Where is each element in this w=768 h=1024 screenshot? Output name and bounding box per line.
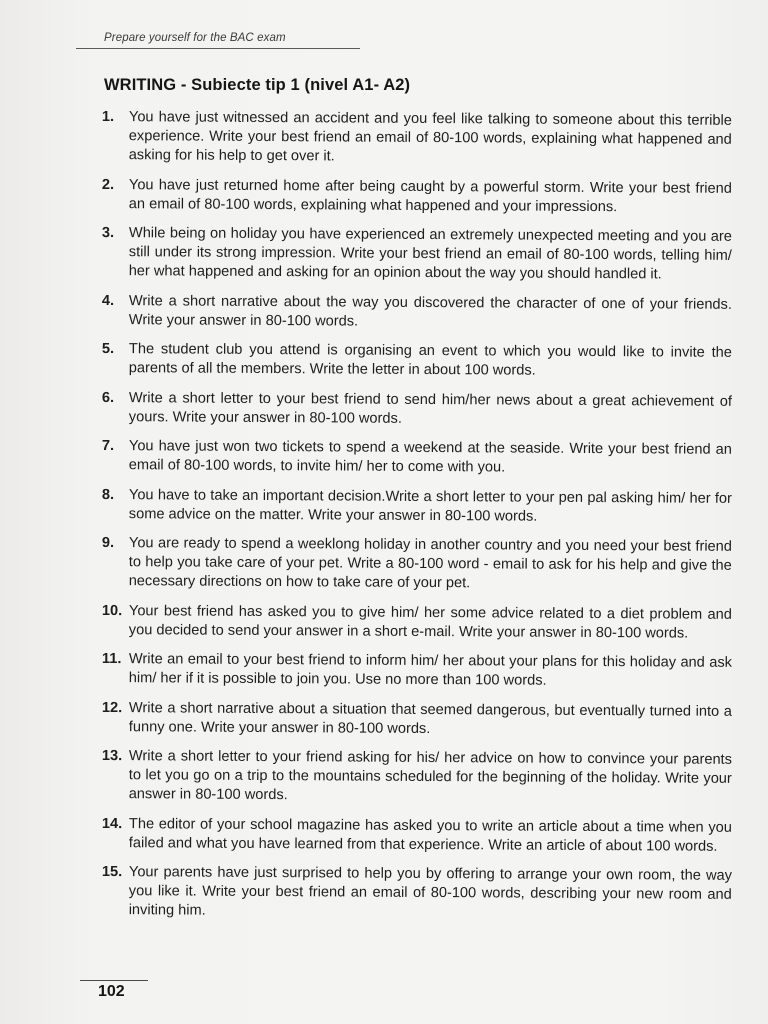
task-text: The student club you attend is organising an event to which you would like to invite the parents of all the members. Write the letter in about 100 words. [128, 341, 732, 379]
task-text: The editor of your school magazine has asked you to write an article about a time when you failed and what you have learned from that experience. Write an article of about 100 words. [128, 815, 732, 855]
writing-task-item [102, 747, 732, 808]
task-number: 9. [101, 535, 115, 552]
task-text: You have to take an important decision.Write a short letter to your pen pal asking him/ her for some advice on the matter. Write your answer in 80-100 words. [128, 486, 732, 525]
footer-rule [80, 980, 148, 981]
task-number: 1. [101, 108, 115, 126]
writing-task-item [102, 602, 732, 644]
page-number: 102 [98, 983, 125, 1000]
writing-task-item [102, 486, 732, 528]
task-text: Write a short letter to your friend asking for his/ her advice on how to convince your parents to let you go on a trip to the mountains scheduled for the beginning of the holiday. Write your answer in 80-100 words. [128, 748, 732, 804]
task-text: Write an email to your best friend to inform him/ her about your plans for this holiday and ask him/ her if it is possible to join you. Use no more than 100 words. [128, 651, 732, 689]
writing-task-list [102, 108, 732, 931]
task-text: You have just won two tickets to spend a weekend at the seaside. Write your best friend an email of 80-100 words, to invite him/ her to come with you. [128, 438, 732, 476]
task-text: Write a short letter to your best friend to send him/her news about a great achievement of yours. Write your answer in 80-100 words. [128, 389, 732, 427]
task-number: 7. [101, 437, 115, 455]
task-text: You have just returned home after being caught by a powerful storm. Write your best friend an email of 80-100 words, explaining what happened and your impressions. [128, 176, 732, 215]
task-number: 2. [101, 176, 115, 193]
writing-task-item [102, 292, 732, 334]
task-number: 3. [101, 224, 115, 242]
task-text: Your best friend has asked you to give him/ her some advice related to a diet problem and you decided to send your answer in a short e-mail. Write your answer in 80-100 words. [128, 602, 732, 642]
task-number: 12. [101, 699, 123, 716]
task-number: 13. [101, 748, 123, 765]
task-text: You are ready to spend a weeklong holiday in another country and you need your best friend to help you take care of your pet. Write a 80-100 word - email to ask for his help and give the necessary directions on how to take care of your pet. [128, 535, 732, 592]
task-number: 4. [101, 292, 115, 309]
writing-task-item [102, 534, 732, 595]
task-text: While being on holiday you have experienced an extremely unexpected meeting and you are still under its strong impression. Write your best friend an email of 80-100 words, telling him/ her what happened and asking for an opinion about the way you should handled it. [128, 225, 732, 283]
writing-task-item [102, 437, 732, 479]
writing-task-item [102, 389, 732, 431]
section-title: WRITING - Subiecte tip 1 (nivel A1- A2) [104, 76, 411, 94]
writing-task-item [102, 224, 732, 285]
task-text: You have just witnessed an accident and you feel like talking to someone about this terrible experience. Write your best friend an email of 80-100 words, explaining what happened and asking for his help to get over it. [128, 109, 732, 165]
task-text: Write a short narrative about the way you discovered the character of one of your friends. Write your answer in 80-100 words. [128, 292, 732, 330]
running-header: Prepare yourself for the BAC exam [104, 32, 286, 44]
task-text: Write a short narrative about a situation that seemed dangerous, but eventually turned into a funny one. Write your answer in 80-100 words. [128, 699, 732, 737]
task-text: Your parents have just surprised to help you by offering to arrange your own room, the way you like it. Write your best friend an email of 80-100 words, describing your new room and inviting him. [128, 864, 732, 919]
writing-task-item [102, 815, 732, 857]
task-number: 6. [101, 389, 115, 406]
task-number: 15. [101, 864, 123, 881]
task-number: 11. [101, 651, 122, 668]
writing-task-item [102, 650, 732, 692]
writing-task-item [102, 108, 732, 169]
task-number: 5. [101, 341, 115, 358]
writing-task-item [102, 863, 732, 924]
task-number: 10. [101, 602, 123, 619]
header-rule [76, 48, 360, 49]
task-number: 14. [101, 815, 123, 832]
task-number: 8. [101, 486, 115, 503]
writing-task-item [102, 176, 732, 218]
writing-task-item [102, 699, 732, 741]
writing-task-item [102, 340, 732, 382]
